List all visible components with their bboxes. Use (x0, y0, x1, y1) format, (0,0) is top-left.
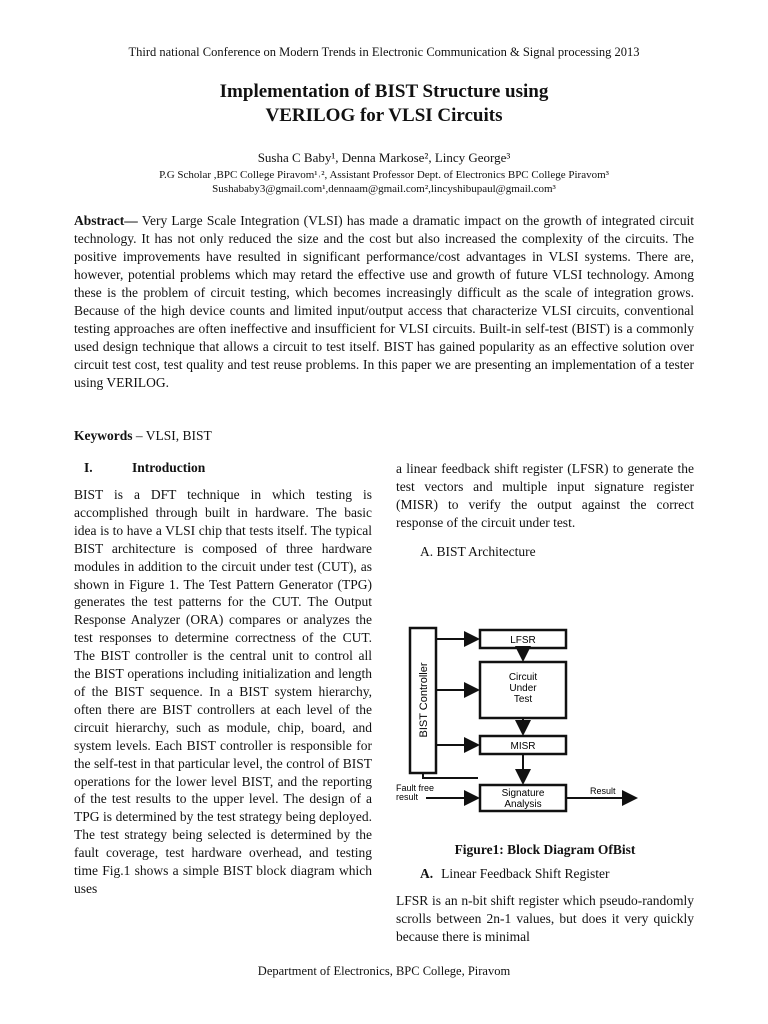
subsection-lfsr-label: A. (420, 866, 434, 881)
figure-caption: Figure1: Block Diagram OfBist (454, 842, 636, 857)
abstract-label: Abstract— (74, 213, 138, 228)
section-number: I. (84, 460, 93, 475)
author-affiliations (0, 168, 768, 196)
cut-label-3: Test (513, 694, 533, 705)
title-line-2: VERILOG for VLSI Circuits (265, 105, 503, 126)
conference-header: Third national Conference on Modern Trends in Electronic Communication & Signal processing 2013 (128, 45, 640, 59)
section-title: Introduction (132, 460, 206, 475)
lfsr-paragraph: LFSR is an n-bit shift register which pseudo-randomly scrolls between 2n-1 values, but does it very quickly because there is minimal (396, 893, 694, 944)
email-line: Sushababy3@gmail.com¹,dennaam@gmail.com²,lincyshibupaul@gmail.com³ (212, 183, 556, 195)
title-line-1: Implementation of BIST Structure using (219, 81, 549, 102)
fault-free-label-1: Fault free (396, 783, 435, 793)
lfsr-section (396, 892, 694, 946)
signature-label-1: Signature (501, 788, 545, 799)
intro-continuation-paragraph: a linear feedback shift register (LFSR) to generate the test vectors and multiple input signature register (MISR) to verify the output against the correct response of the circuit under test. (396, 461, 694, 530)
paper-title (0, 80, 768, 128)
left-column (74, 460, 372, 898)
author-names: Susha C Baby¹, Denna Markose², Lincy George³ (257, 150, 511, 165)
right-column (396, 460, 694, 560)
result-label: Result (590, 786, 616, 796)
misr-label: MISR (510, 741, 536, 752)
subsection-bist-architecture: A. BIST Architecture (420, 543, 536, 559)
page-footer: Department of Electronics, BPC College, Piravom (257, 964, 511, 978)
section-heading-introduction (84, 460, 372, 476)
fault-free-label-2: result (396, 792, 419, 802)
bist-controller-label: BIST Controller (418, 662, 430, 738)
keywords-text: – VLSI, BIST (132, 428, 212, 443)
keywords-label: Keywords (74, 428, 133, 443)
abstract (74, 212, 694, 392)
introduction-paragraph: BIST is a DFT technique in which testing is accomplished through built in hardware. The basic idea is to have a VLSI chip that tests itself. The typical BIST architecture is composed of three hardware modules in addition to the circuit under test (CUT), as shown in Figure 1. The Test Pattern Generator (TPG) generates the test patterns for the CUT. The Output Response Analyzer (ORA) compares or analyzes the test responses to determine correctness of the CUT. The BIST controller is the central unit to control all the BIST operations including initialization and length of the BIST sequence. In a BIST system hierarchy, often there are BIST controllers at each level of the circuit hierarchy, such as module, chip, board, and system levels. Each BIST controller is responsible for the self-test in that particular level, the control of BIST operations for the lower level BIST, and the reporting of the test results to the upper level. The design of a TPG is determined by the test strategy being deployed. The test strategy being selected is determined by the fault coverage, test hardware overhead, and testing time Fig.1 shows a simple BIST block diagram which uses (74, 487, 372, 896)
abstract-text: Very Large Scale Integration (VLSI) has made a dramatic impact on the growth of integrated circuit technology. It has not only reduced the size and the cost but also increased the complexity of the circuits. The positive improvements have resulted in significant performance/cost advantages in VLSI systems. There are, however, potential problems which may retard the effective use and growth of future VLSI technology. Among these is the problem of circuit testing, which becomes increasingly difficult as the scale of integration grows. Because of the high device counts and limited input/output access that characterize VLSI circuits, conventional testing approaches are often ineffective and insufficient for VLSI circuits. Built-in self-test (BIST) is a commonly used design technique that allows a circuit to test itself. BIST has gained popularity as an effective solution over circuit test cost, test quality and test reuse problems. In this paper we are presenting an implementation of a tester using VERILOG. (74, 213, 694, 390)
signature-label-2: Analysis (504, 799, 542, 810)
subsection-lfsr-title: Linear Feedback Shift Register (441, 866, 610, 881)
affiliation-line: P.G Scholar ,BPC College Piravom¹˒², Assistant Professor Dept. of Electronics BPC College Piravom³ (159, 169, 609, 181)
keywords (74, 428, 212, 444)
subsection-lfsr-heading (420, 866, 609, 882)
bist-block-diagram (396, 620, 694, 820)
lfsr-label: LFSR (510, 635, 536, 646)
cut-label-1: Circuit (508, 672, 538, 683)
cut-label-2: Under (509, 683, 537, 694)
